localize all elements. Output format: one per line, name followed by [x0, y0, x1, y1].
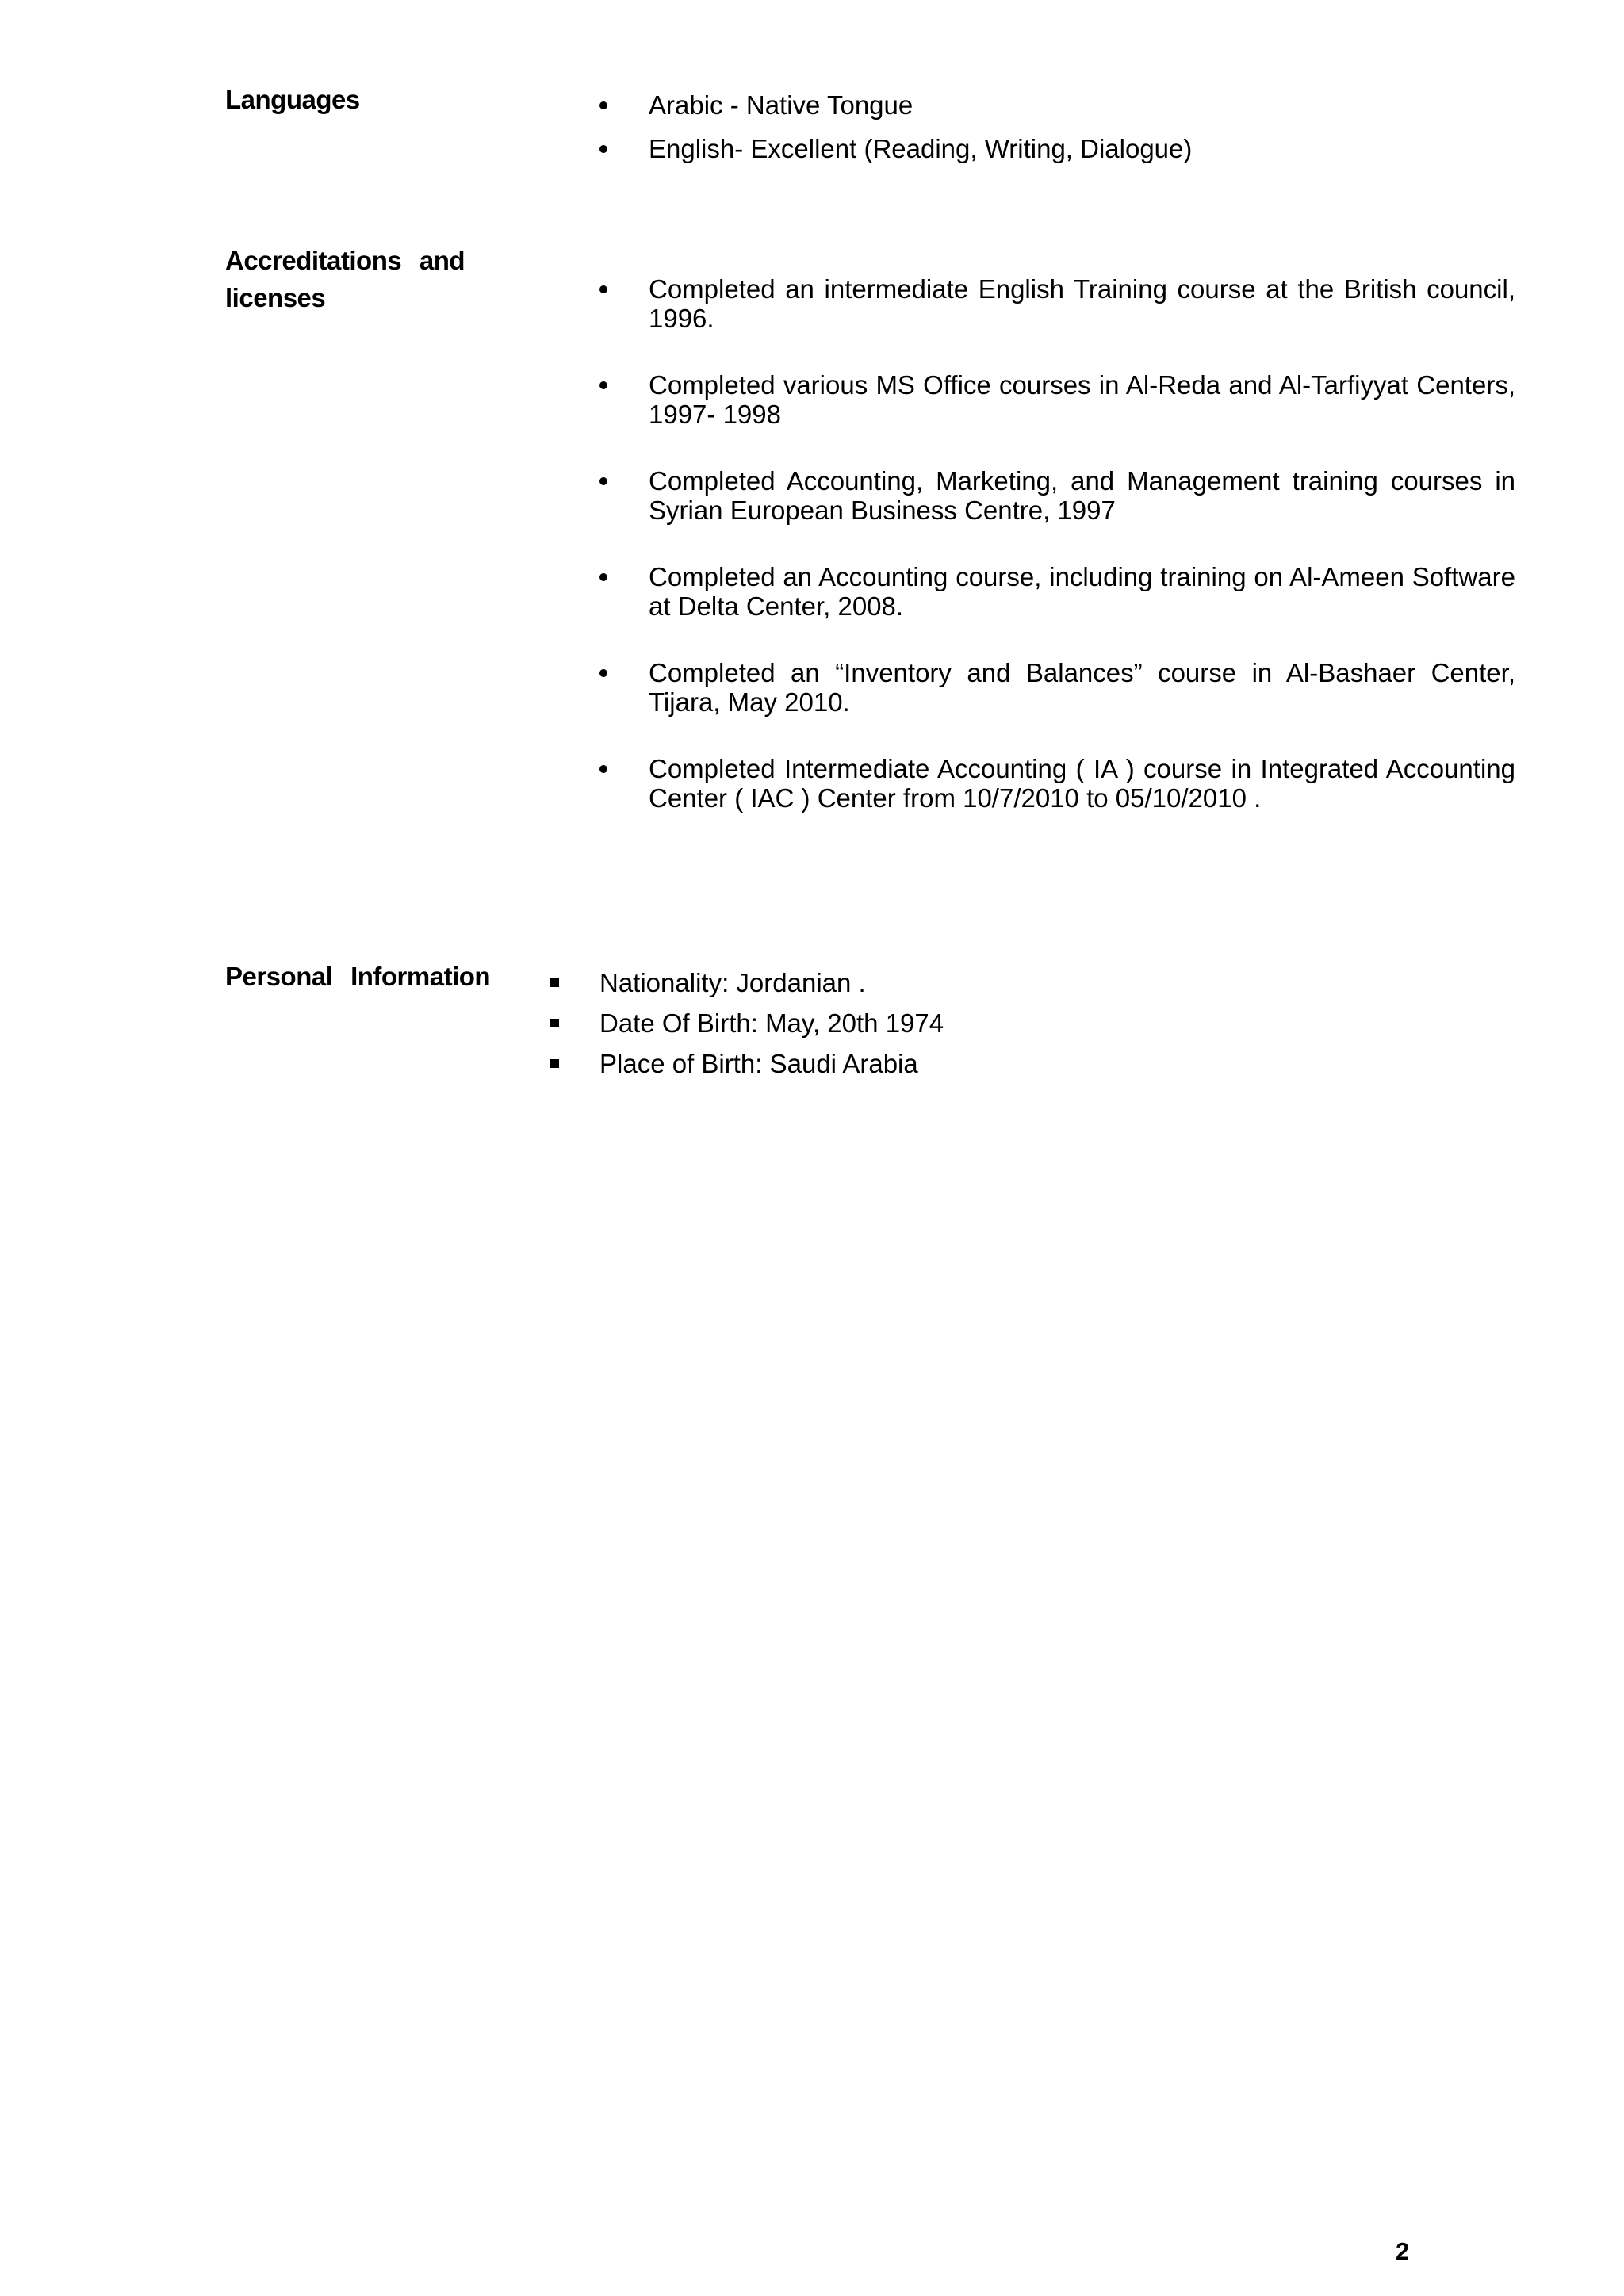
bullet-icon	[599, 477, 607, 485]
bullet-icon	[599, 573, 607, 581]
list-item-text: Nationality: Jordanian .	[599, 968, 866, 997]
list-item-text: Completed Accounting, Marketing, and Management training courses in Syrian European Business Centre, 1997	[649, 466, 1515, 525]
page-number: 2	[1396, 2237, 1410, 2265]
square-bullet-icon	[550, 1059, 559, 1068]
list-item-text: Completed various MS Office courses in Al-Reda and Al-Tarfiyyat Centers, 1997- 1998	[649, 370, 1515, 429]
bullet-icon	[599, 285, 607, 293]
accreditations-list	[599, 274, 1515, 850]
languages-list	[599, 90, 1515, 178]
bullet-icon	[599, 101, 607, 109]
accreditations-heading: Accreditations and licenses	[225, 246, 465, 312]
list-item-text: Completed an intermediate English Training course at the British council, 1996.	[649, 274, 1515, 333]
list-item-text: Completed an Accounting course, including training on Al-Ameen Software at Delta Center, 2008.	[649, 562, 1515, 621]
square-bullet-icon	[550, 978, 559, 987]
bullet-icon	[599, 669, 607, 677]
list-item	[599, 134, 1515, 163]
square-bullet-icon	[550, 1019, 559, 1027]
list-item	[599, 466, 1515, 525]
list-item	[599, 754, 1515, 813]
list-item-text: Completed Intermediate Accounting ( IA ) course in Integrated Accounting Center ( IAC ) Center from 10/7/2010 to 05/10/2010 .	[649, 754, 1515, 813]
list-item	[599, 90, 1515, 120]
list-item	[550, 1008, 1502, 1038]
list-item-text: Completed an “Inventory and Balances” course in Al-Bashaer Center, Tijara, May 2010.	[649, 658, 1515, 717]
list-item	[599, 370, 1515, 429]
list-item-text: Arabic - Native Tongue	[649, 90, 914, 120]
bullet-icon	[599, 765, 607, 773]
list-item	[550, 968, 1502, 997]
bullet-icon	[599, 145, 607, 153]
list-item	[599, 658, 1515, 717]
list-item	[550, 1049, 1502, 1078]
personal-information-list	[550, 968, 1502, 1089]
list-item-text: Date Of Birth: May, 20th 1974	[599, 1008, 944, 1038]
bullet-icon	[599, 381, 607, 389]
list-item	[599, 562, 1515, 621]
list-item-text: English- Excellent (Reading, Writing, Dialogue)	[649, 134, 1193, 163]
list-item	[599, 274, 1515, 333]
personal-information-heading: Personal Information	[225, 962, 491, 991]
list-item-text: Place of Birth: Saudi Arabia	[599, 1049, 918, 1078]
languages-heading: Languages	[225, 85, 360, 114]
